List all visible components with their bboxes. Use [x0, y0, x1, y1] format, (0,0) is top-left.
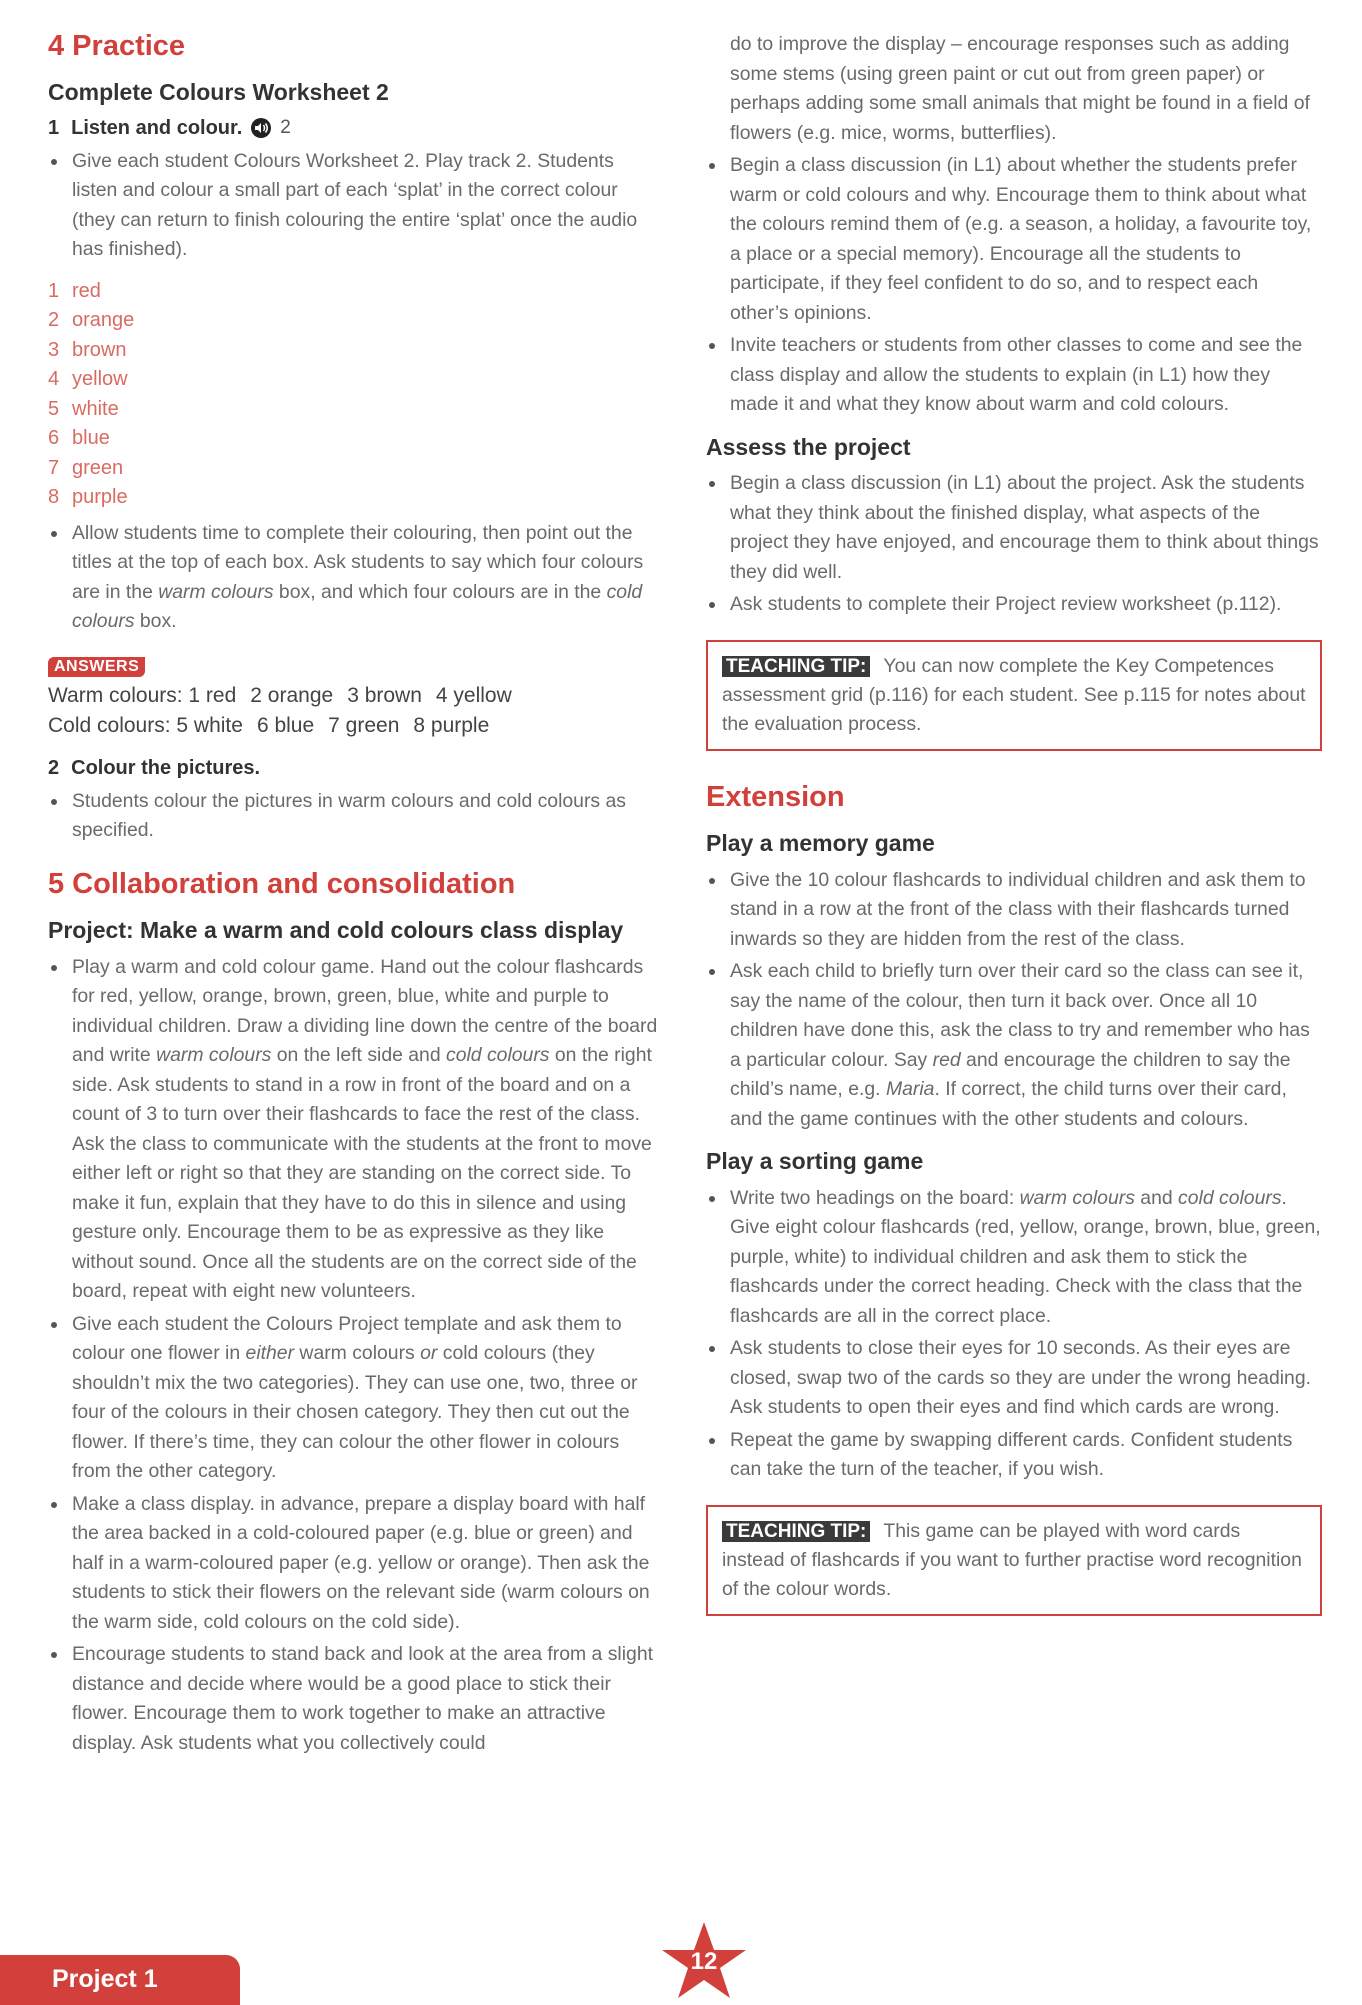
sorting-bullets [706, 1184, 1322, 1485]
teaching-tip-1 [706, 640, 1322, 751]
list-item: 1 red [48, 279, 101, 302]
page-number: 12 [690, 1948, 718, 1975]
memory-bullets [706, 866, 1322, 1135]
step-1-heading [48, 115, 660, 141]
assess-bullets [706, 469, 1322, 620]
answer-colour-list [48, 277, 660, 513]
list-item: Make a class display. in advance, prepare a display board with half the area backed in a cold-coloured paper (e.g. blue or green) and half in a warm-coloured paper (e.g. yellow or orange). Then ask the students to stick their flowers on the relevant side (warm colours on the warm side, cold colours on the cold side). [48, 1490, 660, 1638]
left-column [48, 30, 660, 1768]
track-number: 2 [280, 116, 291, 138]
tip-text: This game can be played with word cards instead of flashcards if you want to further practise word recognition of the colour words. [722, 1519, 1302, 1600]
right-column [706, 30, 1322, 1640]
section-title-collaboration: 5 Collaboration and consolidation [48, 867, 516, 900]
project-bullets [48, 953, 660, 1759]
list-item: 8 purple [48, 486, 128, 509]
list-item: Repeat the game by swapping different cards. Confident students can take the turn of the teacher, if you wish. [706, 1426, 1322, 1485]
step-label: Listen and colour. [71, 116, 243, 139]
display-bullets [706, 151, 1322, 420]
list-item: Students colour the pictures in warm colours and cold colours as specified. [48, 787, 660, 846]
list-item: 6 blue [48, 427, 110, 450]
list-item: Allow students time to complete their colouring, then point out the titles at the top of each box. Ask students to say which four colours are in the warm colours box, and which four colours are in the cold colours box. [48, 519, 660, 637]
continuation-text: do to improve the display – encourage responses such as adding some stems (using green paint or cut out from green paper) or perhaps adding some small animals that might be found in a field of flowers (e.g. mice, worms, butterflies). [730, 33, 1310, 144]
teaching-tip-2 [706, 1505, 1322, 1616]
step-number: 1 [48, 116, 60, 139]
tip-label: TEACHING TIP: [722, 1521, 870, 1542]
list-item: Give each student the Colours Project template and ask them to colour one flower in either warm colours or cold colours (they shouldn’t mix the two categories). They can use one, two, three or four of the colours in their chosen category. They then cut out the flower. If there’s time, they can colour the other flower in colours from the other category. [48, 1310, 660, 1487]
list-item: Give each student Colours Worksheet 2. Play track 2. Students listen and colour a small part of each ‘splat’ in the correct colour (they can return to finish colouring the entire ‘splat’ once the audio has finished). [48, 147, 660, 265]
memory-game-title: Play a memory game [706, 829, 935, 856]
list-item: 4 yellow [48, 368, 128, 391]
list-item: Play a warm and cold colour game. Hand out the colour flashcards for red, yellow, orange, brown, green, blue, white and purple to individual children. Draw a dividing line down the centre of the board and write warm colours on the left side and cold colours on the right side. Ask students to stand in a row in front of the board and on a count of 3 to turn over their flashcards to face the rest of the class. Ask the class to communicate with the students at the front to move either left or right so that they are standing on the correct side. To make it fun, explain that they have to do this in silence and using gesture only. Encourage them to be as expressive as they like without sound. Once all the students are on the correct side of the board, repeat with eight new volunteers. [48, 953, 660, 1307]
list-item: 5 white [48, 397, 119, 420]
list-item: Ask students to complete their Project review worksheet (p.112). [706, 590, 1322, 620]
section-title-practice: 4 Practice [48, 30, 186, 62]
list-item: Ask students to close their eyes for 10 seconds. As their eyes are closed, swap two of the cards so they are under the wrong heading. Ask students to open their eyes and find which cards are wrong. [706, 1334, 1322, 1423]
step-2-heading [48, 755, 660, 781]
project-title: Project: Make a warm and cold colours class display [48, 917, 624, 944]
list-item: 2 orange [48, 309, 135, 332]
list-item: Encourage students to stand back and look at the area from a slight distance and decide where would be a good place to stick their flower. Encourage them to work together to make an attractive display. Ask students what you collectively could [48, 1640, 660, 1758]
list-item: Invite teachers or students from other classes to come and see the class display and allow the students to explain (in L1) how they made it and what they know about warm and cold colours. [706, 331, 1322, 420]
answers-badge: ANSWERS [48, 657, 145, 677]
section-title-extension: Extension [706, 780, 845, 813]
sorting-game-title: Play a sorting game [706, 1148, 924, 1175]
footer-project-tab [0, 1955, 240, 2005]
step-label: Colour the pictures. [71, 756, 261, 779]
answers-cold: Cold colours: 5 white 6 blue 7 green 8 purple [48, 713, 490, 737]
audio-speaker-icon [250, 117, 272, 139]
step-number: 2 [48, 756, 60, 779]
step-1-bullets-2 [48, 519, 660, 637]
footer-project-label: Project 1 [52, 1965, 158, 1993]
list-item: 7 green [48, 456, 124, 479]
assess-title: Assess the project [706, 433, 911, 460]
list-item: Give the 10 colour flashcards to individual children and ask them to stand in a row at the front of the class with their flashcards turned inwards so they are hidden from the rest of the class. [706, 866, 1322, 955]
list-item: Begin a class discussion (in L1) about whether the students prefer warm or cold colours and why. Encourage them to think about what the colours remind them of (e.g. a season, a holiday, a favourite toy, a place or a special memory). Encourage all the students to participate, if they feel confident to do so, and to respect each other’s opinions. [706, 151, 1322, 328]
answers-warm: Warm colours: 1 red 2 orange 3 brown 4 yellow [48, 683, 512, 707]
list-item: Ask each child to briefly turn over their card so the class can see it, say the name of the colour, then turn it back over. Once all 10 children have done this, ask the class to try and remember who has a particular colour. Say red and encourage the children to say the child’s name, e.g. Maria. If correct, the child turns over their card, and the game continues with the other students and colours. [706, 957, 1322, 1134]
worksheet-title: Complete Colours Worksheet 2 [48, 79, 389, 106]
tip-text: You can now complete the Key Competences assessment grid (p.116) for each student. See p.115 for notes about the evaluation process. [722, 654, 1306, 735]
list-item: 3 brown [48, 338, 127, 361]
list-item: Write two headings on the board: warm colours and cold colours. Give eight colour flashcards (red, yellow, orange, brown, blue, green, purple, white) to individual children and ask them to stick the flashcards under the correct heading. Check with the class that the flashcards are all in the correct place. [706, 1184, 1322, 1332]
list-item: Begin a class discussion (in L1) about the project. Ask the students what they think about the finished display, what aspects of the project they have enjoyed, and encourage them to think about things they did well. [706, 469, 1322, 587]
step-2-bullets [48, 787, 660, 846]
step-1-bullets [48, 147, 660, 265]
tip-label: TEACHING TIP: [722, 656, 870, 677]
